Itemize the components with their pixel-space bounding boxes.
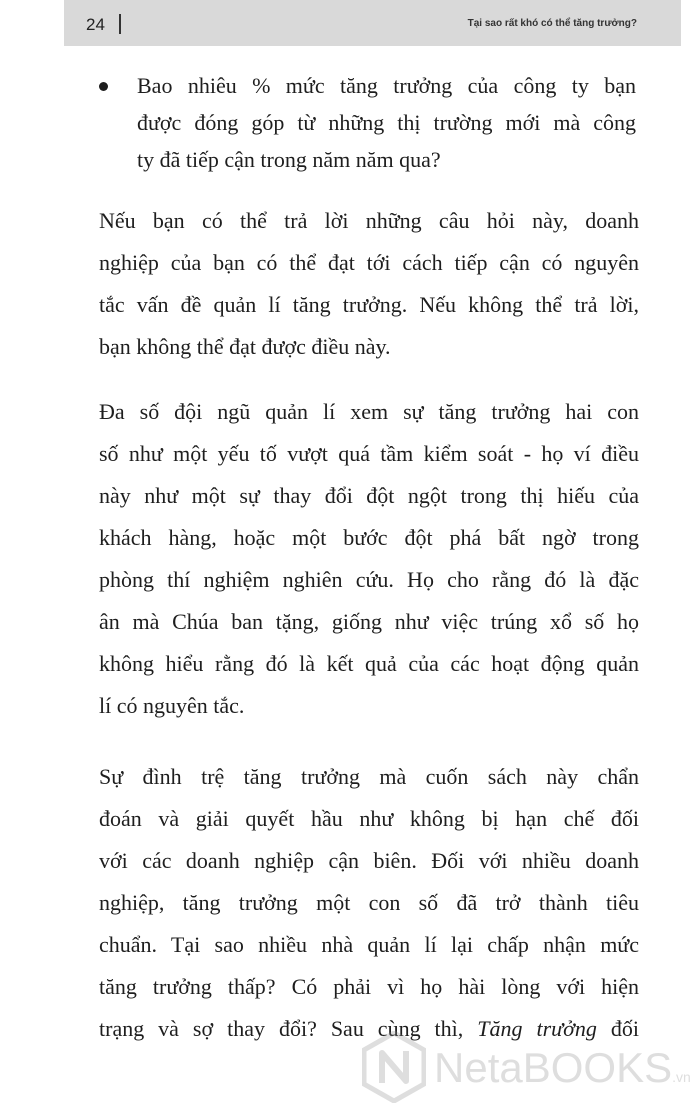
paragraph-line: số như một yếu tố vượt quá tầm kiểm soát - họ ví điều [99, 441, 639, 466]
watermark-text [434, 1043, 691, 1102]
running-header [64, 0, 681, 46]
bullet-line: được đóng góp từ những thị trường mới mà công [137, 110, 636, 135]
watermark-suffix: .vn [672, 1069, 691, 1085]
paragraph-line: ân mà Chúa ban tặng, giống như việc trúng xổ số họ [99, 609, 639, 634]
paragraph-1 [99, 200, 639, 368]
bullet-line: Bao nhiêu % mức tăng trưởng của công ty bạn [137, 73, 636, 98]
watermark-brand: NetaBOOKS [434, 1044, 673, 1091]
netabooks-logo-icon [362, 1031, 426, 1103]
paragraph-line-text: trạng và sợ thay đổi? Sau cùng thì, [99, 1016, 478, 1041]
paragraph-line: nghiệp, tăng trưởng một con số đã trở thành tiêu [99, 890, 639, 915]
header-divider [119, 14, 121, 34]
paragraph-line: không hiểu rằng đó là kết quả của các hoạt động quản [99, 651, 639, 676]
paragraph-line: phòng thí nghiệm nghiên cứu. Họ cho rằng đó là đặc [99, 567, 639, 592]
paragraph-line: khách hàng, hoặc một bước đột phá bất ngờ trong [99, 525, 639, 550]
paragraph-line: tắc vấn đề quản lí tăng trưởng. Nếu không thể trả lời, [99, 292, 639, 317]
italic-book-title: Tăng trưởng [477, 1016, 597, 1041]
page-number: 24 [86, 15, 105, 34]
paragraph-line: đoán và giải quyết hầu như không bị hạn chế đối [99, 806, 639, 831]
paragraph-line: với các doanh nghiệp cận biên. Đối với nhiều doanh [99, 848, 639, 873]
paragraph-3 [99, 756, 639, 1050]
bullet-text [137, 67, 636, 178]
paragraph-line: Nếu bạn có thể trả lời những câu hỏi này, doanh [99, 208, 639, 233]
paragraph-line-tail: đối [596, 1016, 639, 1041]
bullet-dot-icon [99, 82, 108, 91]
paragraph-line: này như một sự thay đổi đột ngột trong thị hiếu của [99, 483, 639, 508]
paragraph-2 [99, 391, 639, 727]
watermark [362, 1025, 692, 1115]
running-title: Tại sao rất khó có thể tăng trưởng? [467, 18, 637, 29]
paragraph-line: lí có nguyên tắc. [99, 693, 245, 718]
paragraph-line: nghiệp của bạn có thể đạt tới cách tiếp cận có nguyên [99, 250, 639, 275]
bullet-line: ty đã tiếp cận trong năm năm qua? [137, 147, 441, 172]
paragraph-line: bạn không thể đạt được điều này. [99, 334, 391, 359]
paragraph-line: Sự đình trệ tăng trưởng mà cuốn sách này chẩn [99, 764, 639, 789]
paragraph-line: tăng trưởng thấp? Có phải vì họ hài lòng với hiện [99, 974, 639, 999]
paragraph-line: chuẩn. Tại sao nhiều nhà quản lí lại chấp nhận mức [99, 932, 639, 957]
paragraph-line: Đa số đội ngũ quản lí xem sự tăng trưởng hai con [99, 399, 639, 424]
